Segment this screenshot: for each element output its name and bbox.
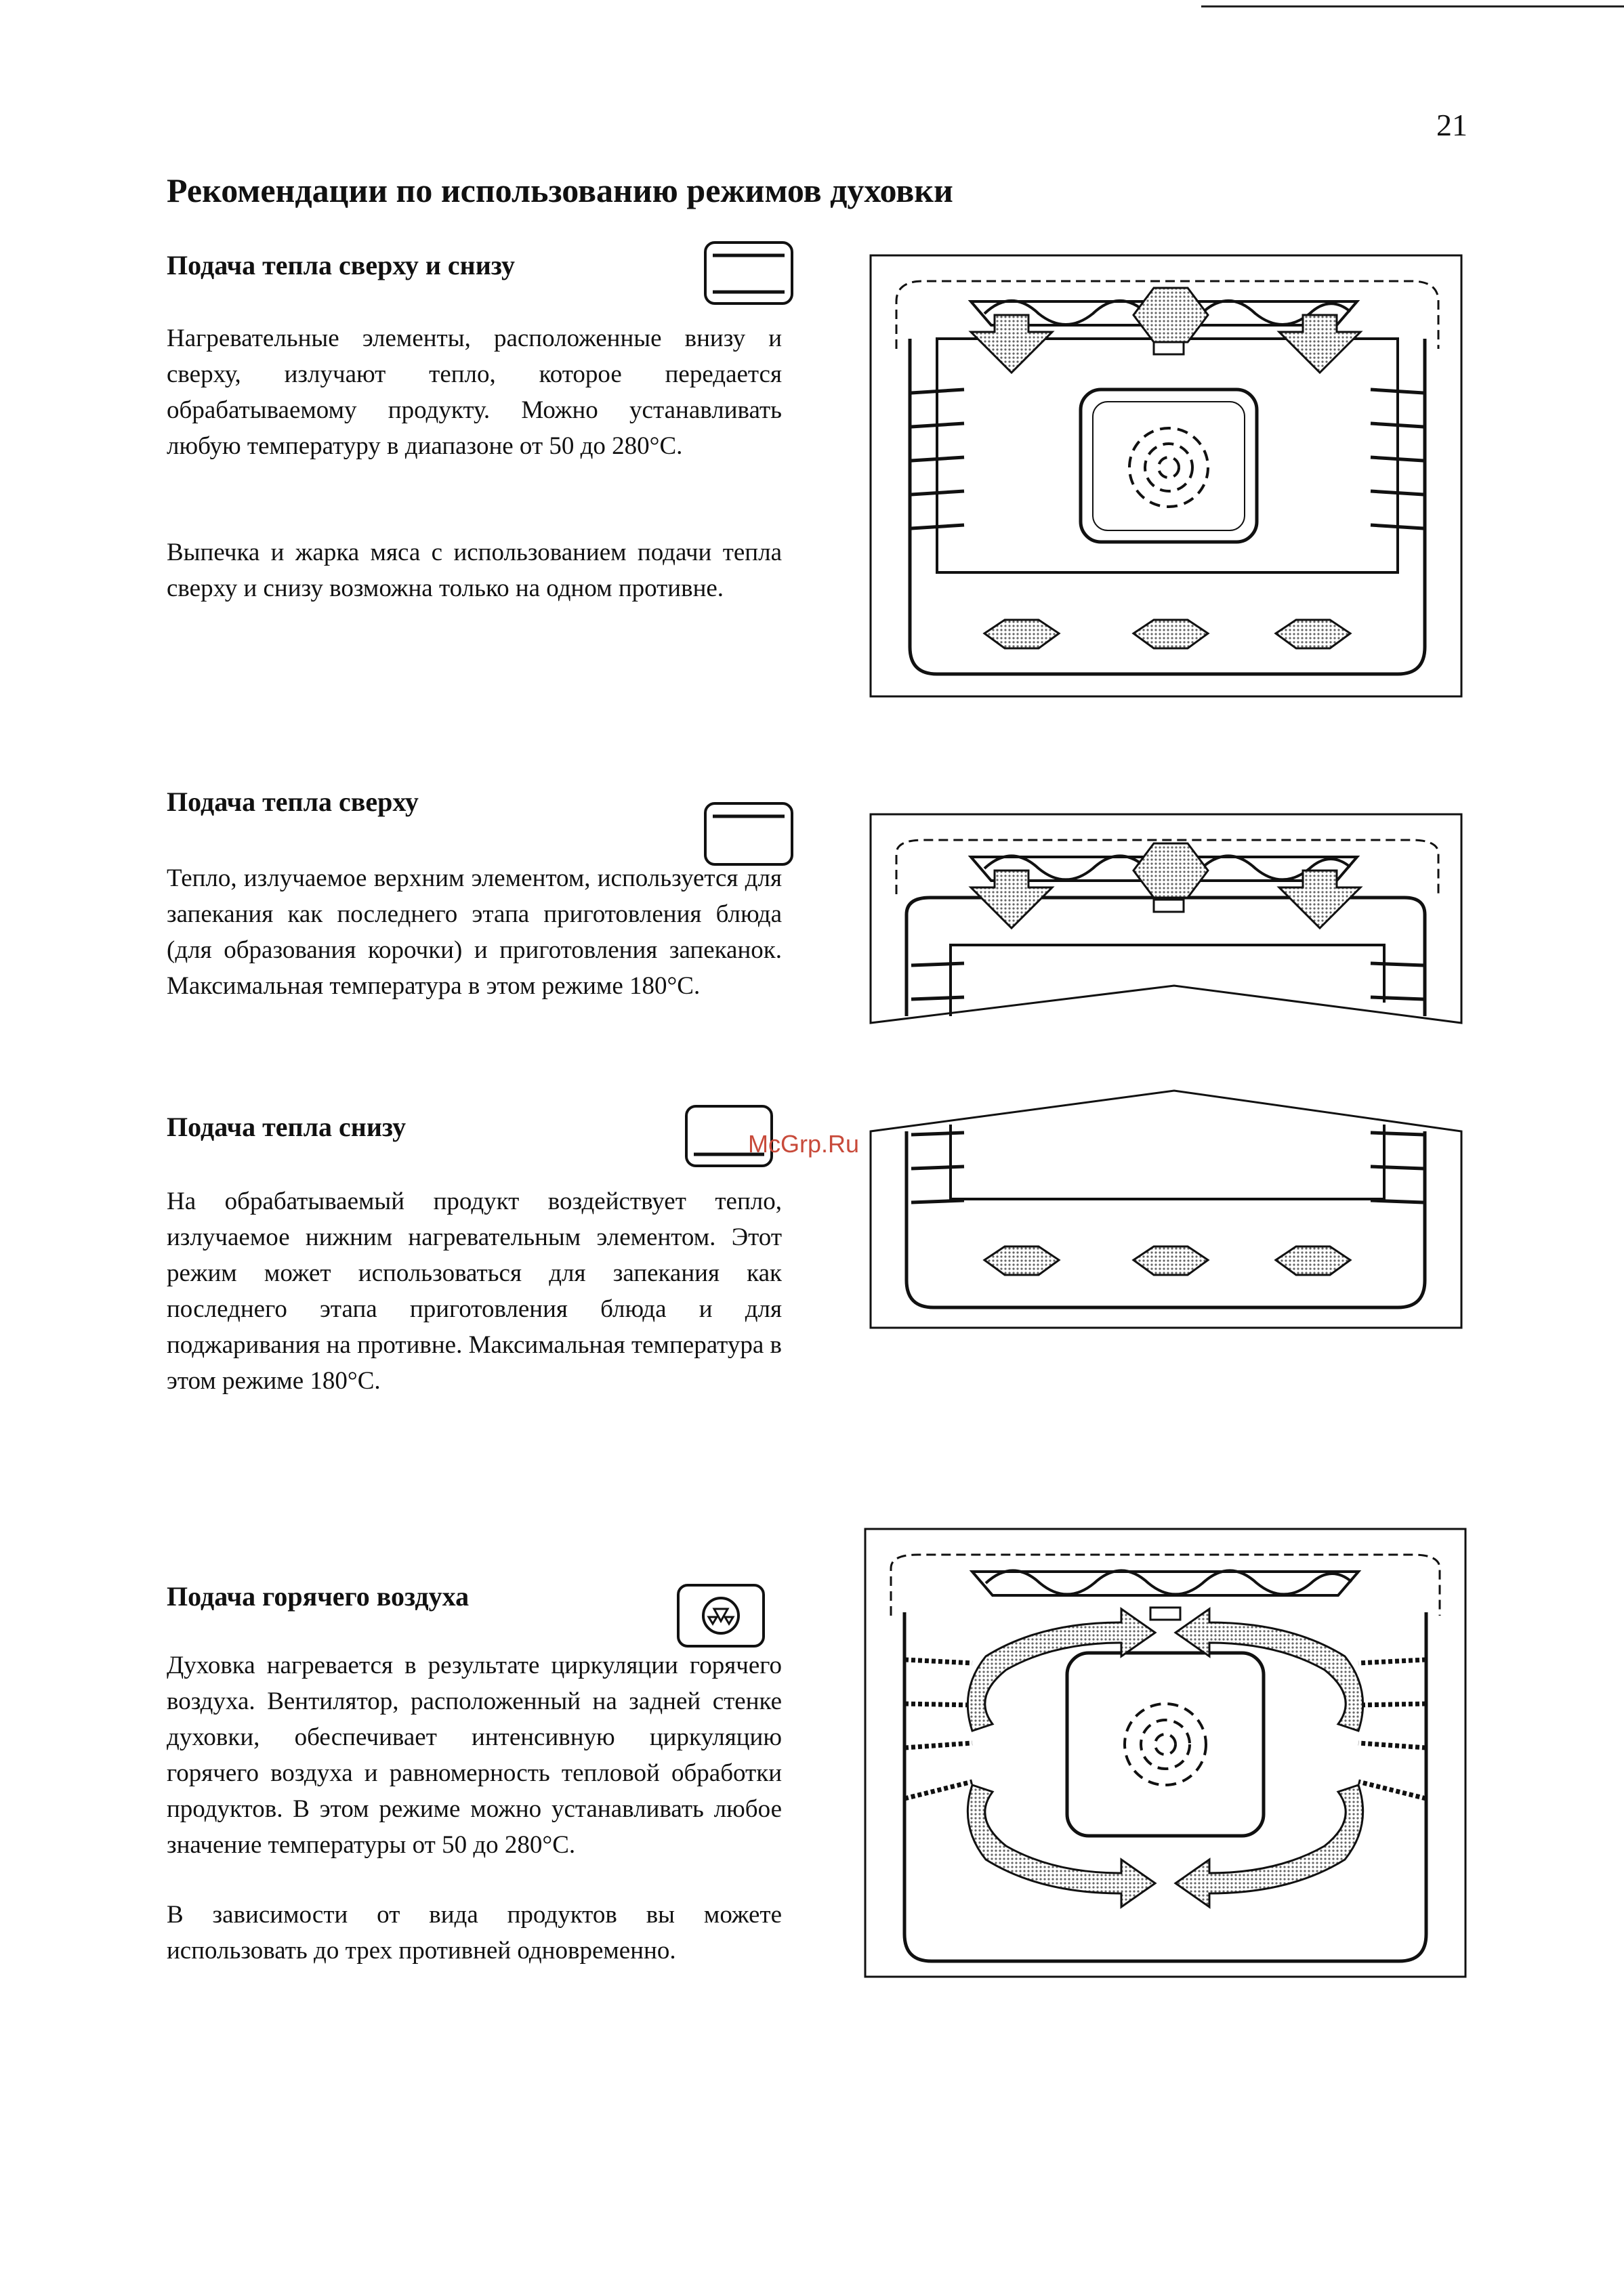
top-bottom-heat-icon [703,240,794,306]
section-title-top-bottom-heat: Подача тепла сверху и снизу [167,250,516,280]
paragraph-top-bottom-2: Выпечка и жарка мяса с использованием подачи тепла сверху и снизу возможна только на одном противне. [167,539,782,602]
oven-diagram-bottom-heat [869,1084,1463,1331]
paragraph-hot-air-1: Духовка нагревается в результате циркуляции горячего воздуха. Вентилятор, расположенный на задней стенке духовки, обеспечивает интенсивную циркуляцию горячего воздуха и равномерность тепловой обработки продуктов. В этом режиме можно устанавливать любое значение температуры от 50 до 280°С. [167,1652,782,1859]
oven-diagram-top-bottom-heat [869,254,1463,698]
oven-diagram-top-heat [869,813,1463,1040]
paragraph-top-bottom-1: Нагревательные элементы, расположенные внизу и сверху, излучают тепло, которое передается обрабатываемому продукту. Можно устанавливать любую температуру в диапазоне от 50 до 280°С. [167,324,782,460]
paragraph-top-heat: Тепло, излучаемое верхним элементом, используется для запекания как последнего этапа приготовления блюда (для образования корочки) и приготовления запеканок. Максимальная температура в этом режиме 180°С. [167,864,782,1000]
page-title: Рекомендации по использованию режимов духовки [167,171,953,209]
paragraph-hot-air-2: В зависимости от вида продуктов вы можете использовать до трех противней одновременно. [167,1901,782,1965]
section-title-hot-air: Подача горячего воздуха [167,1581,470,1612]
top-heat-icon [703,801,794,866]
section-title-bottom-heat: Подача тепла снизу [167,1112,407,1142]
top-rule [1201,5,1624,7]
fan-icon [676,1583,766,1648]
oven-diagram-hot-air [864,1528,1467,1978]
paragraph-bottom-heat: На обрабатываемый продукт воздействует тепло, излучаемое нижним нагревательным элементом. Этот режим может использоваться для запекания как последнего этапа приготовления блюда и для поджаривания на противне. Максимальная температура в этом режиме 180°С. [167,1188,782,1395]
page-number: 21 [1436,108,1467,142]
section-title-top-heat: Подача тепла сверху [167,786,419,817]
watermark: McGrp.Ru [748,1130,860,1158]
